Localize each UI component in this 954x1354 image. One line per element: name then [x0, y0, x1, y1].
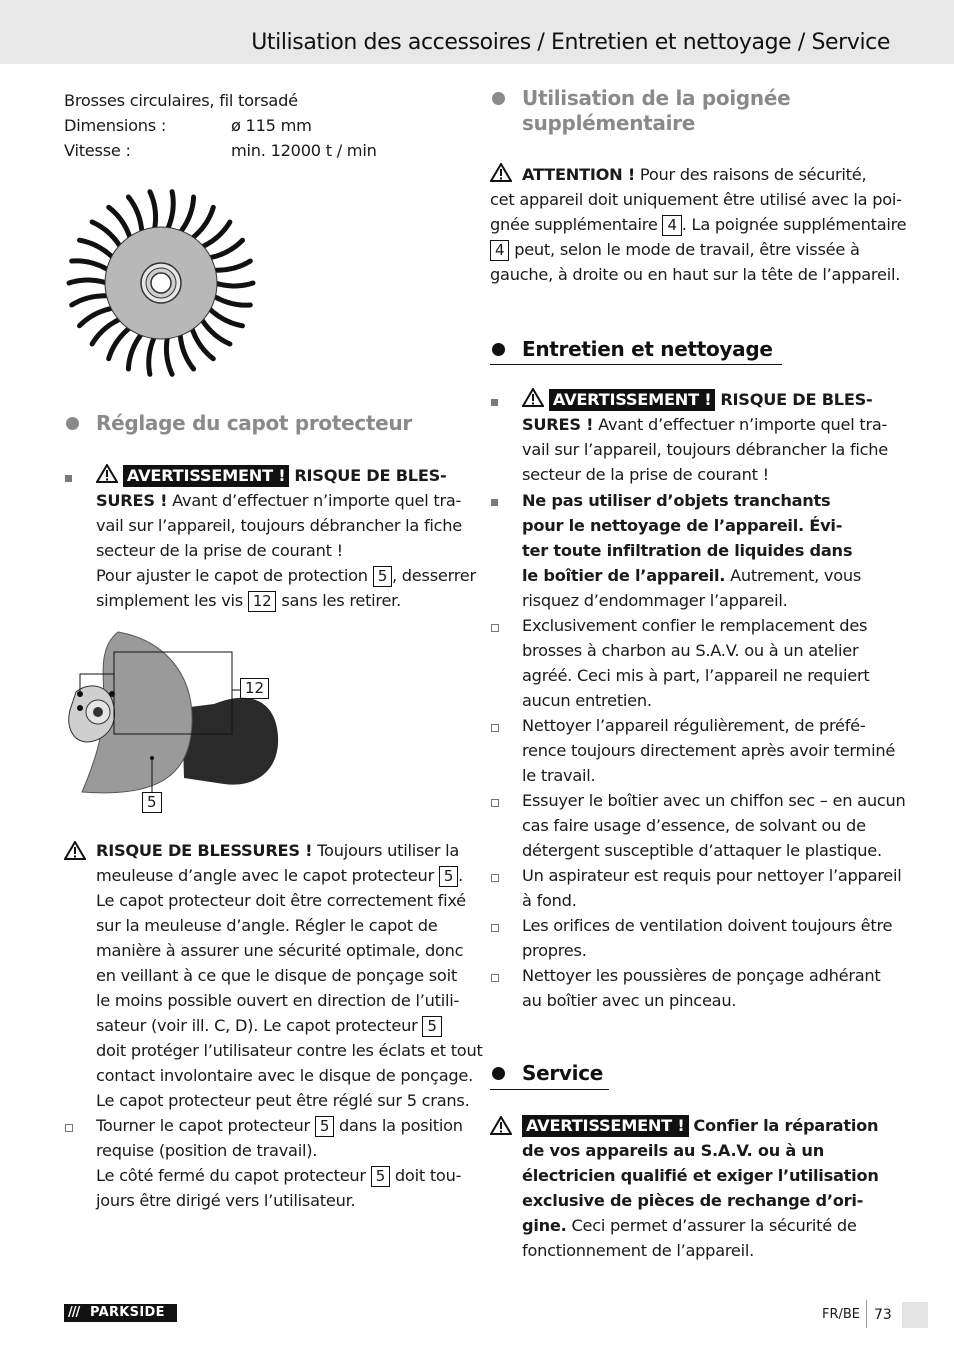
- section-title-handle: Utilisation de la poignée: [522, 86, 791, 110]
- wire-bristle: [150, 192, 156, 230]
- warning-heading: RISQUE DE BLES-: [294, 466, 447, 485]
- service-line: fonctionnement de l’appareil.: [522, 1241, 755, 1260]
- section-title-handle-2: supplémentaire: [522, 111, 695, 135]
- wire-bristle: [166, 337, 172, 375]
- part-number-ref: 4: [662, 215, 681, 236]
- service-line: exclusive de pièces de rechange d’ori-: [522, 1191, 864, 1210]
- risk-line: en veillant à ce que le disque de ponçage soit: [96, 966, 457, 985]
- risk-line: RISQUE DE BLESSURES ! Toujours utiliser la: [96, 841, 460, 860]
- bullet-hollow: [491, 724, 499, 732]
- list-item-line: rence toujours directement après avoir terminé: [522, 741, 896, 760]
- logo-stripes-icon: ///: [68, 1305, 80, 1320]
- footer-language: FR/BE: [822, 1307, 861, 1322]
- list-item-line: à fond.: [522, 891, 577, 910]
- part-number-ref: 5: [373, 566, 392, 587]
- risk-line: sateur (voir ill. C, D). Le capot protecteur 5: [96, 1013, 442, 1038]
- risk-line: le moins possible ouvert en direction de l’utili-: [96, 991, 460, 1010]
- brand-logo: /// PARKSIDE: [64, 1304, 177, 1322]
- risk-line: Le capot protecteur doit être correctement fixé: [96, 891, 466, 910]
- service-line: AVERTISSEMENT ! Confier la réparation: [522, 1113, 878, 1138]
- section-title-maintenance: Entretien et nettoyage: [522, 337, 773, 361]
- risk-line: sur la meuleuse d’angle. Régler le capot de: [96, 916, 438, 935]
- list-item-line: au boîtier avec un pinceau.: [522, 991, 737, 1010]
- page-number: 73: [874, 1307, 892, 1323]
- bullet-square: [491, 399, 498, 406]
- spec-speed-label: Vitesse :: [64, 141, 131, 160]
- nosharp-line: ter toute infiltration de liquides dans: [522, 541, 853, 560]
- service-line: de vos appareils au S.A.V. ou à un: [522, 1141, 824, 1160]
- warning-triangle-icon: [64, 841, 86, 860]
- attention-line: gnée supplémentaire 4 . La poignée supplémentaire: [490, 215, 907, 234]
- wire-brush-illustration: [64, 186, 258, 380]
- nosharp-line: pour le nettoyage de l’appareil. Évi-: [522, 516, 843, 535]
- warning-line: AVERTISSEMENT ! RISQUE DE BLES-: [522, 387, 873, 412]
- bullet-hollow: [491, 624, 499, 632]
- section-underline: [490, 1089, 609, 1090]
- warning-triangle-icon: [490, 1116, 512, 1135]
- bullet-square: [491, 499, 498, 506]
- section-title-service: Service: [522, 1061, 604, 1085]
- page-header: [0, 0, 954, 64]
- turn-line: Le côté fermé du capot protecteur 5 doit tou-: [96, 1166, 462, 1185]
- list-item-line: aucun entretien.: [522, 691, 652, 710]
- bullet-hollow: [491, 974, 499, 982]
- part-number-ref: 5: [371, 1166, 390, 1187]
- nosharp-line: Ne pas utiliser d’objets tranchants: [522, 491, 831, 510]
- instruction-line: Pour ajuster le capot de protection 5 , desserrer: [96, 566, 476, 585]
- part-number-ref: 5: [422, 1016, 441, 1037]
- warning-text-line: secteur de la prise de courant !: [96, 541, 343, 560]
- page-title: Utilisation des accessoires / Entretien et nettoyage / Service: [251, 30, 890, 55]
- list-item-line: Un aspirateur est requis pour nettoyer l’appareil: [522, 866, 902, 885]
- section-bullet: [66, 417, 79, 430]
- section-bullet: [492, 1067, 505, 1080]
- part-number-ref: 12: [248, 591, 277, 612]
- list-item-line: Exclusivement confier le remplacement des: [522, 616, 868, 635]
- spec-speed-value: min. 12000 t / min: [231, 141, 377, 160]
- wire-bristle: [180, 197, 194, 233]
- risk-line: Le capot protecteur peut être réglé sur 5 crans.: [96, 1091, 470, 1110]
- warning-text-line: SURES ! Avant d’effectuer n’importe quel tra-: [96, 491, 462, 510]
- wire-bristle: [213, 261, 250, 270]
- turn-line: jours être dirigé vers l’utilisateur.: [96, 1191, 356, 1210]
- wire-bristle: [128, 334, 142, 370]
- warning-text-line: vail sur l’appareil, toujours débrancher la fiche: [96, 516, 463, 535]
- section-title-guard: Réglage du capot protecteur: [96, 411, 412, 435]
- wire-bristle: [192, 207, 214, 238]
- warning-label-badge: AVERTISSEMENT !: [123, 465, 290, 487]
- wire-bristle: [69, 280, 107, 283]
- wire-bristle: [72, 296, 109, 305]
- section-bullet: [492, 343, 505, 356]
- list-item-line: détergent susceptible d’attaquer le plastique.: [522, 841, 882, 860]
- turn-line: requise (position de travail).: [96, 1141, 318, 1160]
- part-number-ref: 5: [439, 866, 458, 887]
- guard-adjustment-illustration: [64, 624, 304, 820]
- part-number-ref: 5: [315, 1116, 334, 1137]
- section-bullet: [492, 92, 505, 105]
- warning-text-line: SURES ! Avant d’effectuer n’importe quel tra-: [522, 415, 888, 434]
- wire-bristle: [72, 261, 109, 270]
- wire-bristle: [128, 197, 142, 233]
- wire-bristle: [149, 337, 155, 375]
- wire-bristle: [180, 334, 194, 370]
- warning-line: [96, 463, 447, 488]
- footer-tab-marker: [902, 1302, 928, 1328]
- attention-line: ATTENTION ! Pour des raisons de sécurité,: [522, 165, 867, 184]
- list-item-line: Nettoyer les poussières de ponçage adhérant: [522, 966, 881, 985]
- warning-text-line: vail sur l’appareil, toujours débrancher la fiche: [522, 440, 889, 459]
- warning-triangle-icon: [96, 464, 118, 483]
- turn-line: Tourner le capot protecteur 5 dans la position: [96, 1116, 463, 1135]
- service-line: gine. Ceci permet d’assurer la sécurité de: [522, 1216, 857, 1235]
- list-item-line: Essuyer le boîtier avec un chiffon sec – en aucun: [522, 791, 906, 810]
- warning-triangle-icon: [490, 163, 512, 182]
- section-underline: [490, 364, 782, 365]
- bullet-hollow: [491, 799, 499, 807]
- list-item-line: le travail.: [522, 766, 596, 785]
- risk-line: meuleuse d’angle avec le capot protecteur 5 .: [96, 866, 464, 885]
- bullet-hollow: [491, 874, 499, 882]
- warning-label-badge: AVERTISSEMENT !: [522, 1115, 689, 1137]
- bullet-square: [65, 475, 72, 482]
- list-item-line: cas faire usage d’essence, de solvant ou de: [522, 816, 866, 835]
- service-line: électricien qualifié et exiger l’utilisation: [522, 1166, 879, 1185]
- bullet-hollow: [491, 924, 499, 932]
- part-number-ref: 4: [490, 240, 509, 261]
- risk-line: manière à assurer une sécurité optimale, donc: [96, 941, 464, 960]
- figure-callout-5: 5: [142, 792, 162, 813]
- wire-bristle: [213, 296, 250, 305]
- list-item-line: propres.: [522, 941, 587, 960]
- footer-divider: [866, 1300, 867, 1328]
- warning-triangle-icon: [522, 388, 544, 407]
- attention-line: 4 peut, selon le mode de travail, être vissée à: [490, 237, 860, 262]
- bullet-hollow: [65, 1124, 73, 1132]
- risk-line: doit protéger l’utilisateur contre les éclats et tout: [96, 1041, 483, 1060]
- nosharp-line: risquez d’endommager l’appareil.: [522, 591, 788, 610]
- figure-callout-12: 12: [240, 678, 269, 699]
- instruction-line: simplement les vis 12 sans les retirer.: [96, 591, 402, 610]
- list-item-line: brosses à charbon au S.A.V. ou à un atelier: [522, 641, 859, 660]
- list-item-line: Nettoyer l’appareil régulièrement, de préfé-: [522, 716, 866, 735]
- wire-bristle: [80, 240, 114, 258]
- wire-bristle: [215, 283, 253, 286]
- warning-text-line: secteur de la prise de courant !: [522, 465, 769, 484]
- attention-line: gauche, à droite ou en haut sur la tête de l’appareil.: [490, 265, 901, 284]
- attention-line: cet appareil doit uniquement être utilisé avec la poi-: [490, 190, 902, 209]
- risk-line: contact involontaire avec le disque de ponçage.: [96, 1066, 474, 1085]
- wire-bristle: [209, 308, 243, 326]
- list-item-line: agréé. Ceci mis à part, l’appareil ne requiert: [522, 666, 870, 685]
- warning-label-badge: AVERTISSEMENT !: [549, 389, 716, 411]
- spec-dimensions-label: Dimensions :: [64, 116, 167, 135]
- spec-dimensions-value: ø 115 mm: [231, 116, 312, 135]
- list-item-line: Les orifices de ventilation doivent toujours être: [522, 916, 893, 935]
- wire-bristle: [109, 327, 131, 358]
- spec-line-1: Brosses circulaires, fil torsadé: [64, 91, 298, 110]
- wire-bristle: [168, 192, 174, 230]
- nosharp-line: le boîtier de l’appareil. Autrement, vous: [522, 566, 862, 585]
